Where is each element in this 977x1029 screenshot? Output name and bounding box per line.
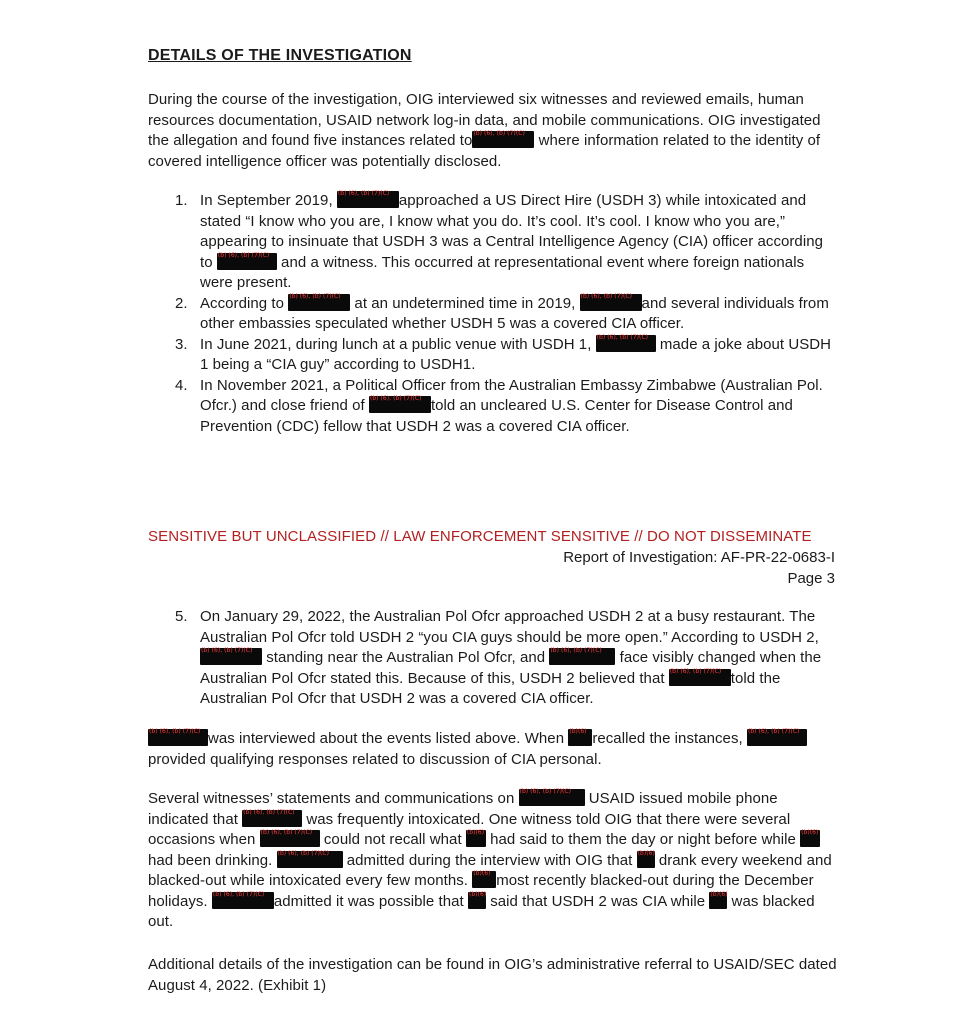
report-id: Report of Investigation: AF-PR-22-0683-I	[563, 549, 835, 566]
item-text: and a witness. This occurred at representational event where foreign nationals were present.	[200, 253, 805, 291]
item-text: made a joke about USDH 1 being a “CIA guy” according to USDH1.	[200, 335, 832, 373]
redaction-block: (b) (6), (b) (7)(C)	[596, 335, 656, 352]
additional-details-paragraph: Additional details of the investigation can be found in OIG’s administrative referral to USAID/SEC dated August 4, 2022. (Exhibit 1)	[148, 956, 837, 994]
paragraph-text: had been drinking.	[148, 851, 277, 869]
instances-list	[148, 191, 838, 437]
intro-text-2: where information related to the identity of covered intelligence officer was potentially disclosed.	[148, 132, 821, 170]
redaction-block: (b) (6), (b) (7)(C)	[212, 892, 274, 909]
witness-paragraph	[148, 789, 838, 933]
list-number: 1.	[175, 192, 188, 209]
item-text: told an uncleared U.S. Center for Disease Control and Prevention (CDC) fellow that USDH 2 was a covered CIA officer.	[200, 397, 793, 435]
paragraph-text: could not recall what	[319, 831, 466, 848]
redaction-block: (b)(6)	[800, 830, 820, 847]
redaction-block: (b) (6), (b) (7)(C)	[242, 810, 302, 827]
redaction-block: (b) (6), (b) (7)(C)	[288, 294, 350, 311]
paragraph-text: was interviewed about the events listed above. When	[208, 730, 569, 747]
item-text: standing near the Australian Pol Ofcr, and	[262, 649, 550, 666]
redaction-block: (b)(6)	[466, 830, 486, 847]
list-item	[148, 607, 838, 710]
redaction-block: (b) (6), (b) (7)(C)	[369, 396, 431, 413]
list-number: 2.	[175, 294, 188, 312]
paragraph-text: admitted during the interview with OIG that	[342, 851, 637, 869]
list-number: 4.	[175, 376, 188, 394]
redaction-block: (b)(6)	[468, 892, 486, 909]
redaction-block: (b) (6), (b) (7)(C)	[277, 851, 343, 868]
redaction-block: (b) (6), (b) (7)(C)	[200, 648, 262, 665]
item-text: In November 2021, a Political Officer from the Australian Embassy Zimbabwe (Australian Pol. Ofcr.) and close friend of	[200, 376, 823, 414]
classification-banner: SENSITIVE BUT UNCLASSIFIED // LAW ENFORCEMENT SENSITIVE // DO NOT DISSEMINATE	[148, 528, 812, 545]
redaction-block: (b)(6)	[472, 871, 496, 888]
list-number: 5.	[175, 608, 188, 625]
redaction-block: (b) (6), (b) (7)(C)	[337, 191, 399, 208]
page-number: Page 3	[787, 570, 835, 587]
redaction-block: (b) (6), (b) (7)(C)	[580, 294, 642, 311]
paragraph-text: was blacked out.	[148, 892, 815, 930]
list-item	[148, 335, 838, 376]
redaction-block: (b)(6)	[568, 729, 592, 746]
item-text: In June 2021, during lunch at a public venue with USDH 1,	[200, 335, 596, 353]
redaction-block: (b) (6), (b) (7)(C)	[260, 830, 320, 847]
item-text: and several individuals from other embassies speculated whether USDH 5 was a covered CIA officer.	[200, 294, 829, 332]
intro-paragraph	[148, 90, 838, 172]
paragraph-text: most recently blacked-out during the December holidays.	[148, 872, 814, 910]
redaction-block: (b)(6)	[637, 851, 655, 868]
item-text: at an undetermined time in 2019,	[350, 294, 580, 312]
item-text: On January 29, 2022, the Australian Pol Ofcr approached USDH 2 at a busy restaurant. The Australian Pol Ofcr told USDH 2 “you CIA guys should be more open.” According to USDH 2,	[200, 608, 819, 646]
interview-paragraph	[148, 729, 838, 770]
item-text: According to	[200, 294, 289, 312]
list-number: 3.	[175, 335, 188, 353]
paragraph-text: Several witnesses’ statements and communications on	[148, 790, 519, 807]
paragraph-text: had said to them the day or night before while	[485, 831, 801, 848]
redaction-block: (b)(6)	[709, 892, 727, 909]
paragraph-text: recalled the instances,	[592, 730, 747, 747]
paragraph-text: admitted it was possible that	[273, 892, 468, 910]
redaction-block: (b) (6), (b) (7)(C)	[549, 648, 615, 665]
redaction-block: (b) (6), (b) (7)(C)	[472, 131, 534, 148]
redaction-block: (b) (6), (b) (7)(C)	[669, 669, 731, 686]
paragraph-text: drank every weekend and blacked-out while intoxicated every few months.	[148, 851, 832, 889]
item-text: In September 2019,	[200, 192, 337, 209]
redaction-block: (b) (6), (b) (7)(C)	[148, 729, 208, 746]
paragraph-text: was frequently intoxicated. One witness told OIG that there were several occasions when	[148, 810, 791, 848]
list-item	[148, 376, 838, 438]
list-item	[148, 294, 838, 335]
redaction-block: (b) (6), (b) (7)(C)	[519, 789, 585, 806]
instances-list-continued	[148, 607, 838, 710]
item-text: face visibly changed when the Australian Pol Ofcr stated this. Because of this, USDH 2 believed that	[200, 649, 822, 687]
section-heading: DETAILS OF THE INVESTIGATION	[148, 47, 412, 64]
redaction-block: (b) (6), (b) (7)(C)	[747, 729, 807, 746]
item-text: told the Australian Pol Ofcr that USDH 2 was a covered CIA officer.	[200, 669, 781, 707]
paragraph-text: said that USDH 2 was CIA while	[485, 892, 710, 910]
paragraph-text: provided qualifying responses related to discussion of CIA personal.	[148, 750, 602, 768]
item-text: approached a US Direct Hire (USDH 3) while intoxicated and stated “I know who you are, I know what you do. It’s cool. It’s cool. I know who you are,” appearing to insinuate that USDH 3 was a Central Intelligence Agency (CIA) officer according to	[200, 192, 823, 271]
redaction-block: (b) (6), (b) (7)(C)	[217, 253, 277, 270]
list-item	[148, 191, 838, 294]
intro-text-1: During the course of the investigation, OIG interviewed six witnesses and reviewed emails, human resources documentation, USAID network log-in data, and mobile communications. OIG investigated the allegation and found five instances related to	[148, 91, 821, 149]
paragraph-text: USAID issued mobile phone indicated that	[148, 790, 778, 828]
